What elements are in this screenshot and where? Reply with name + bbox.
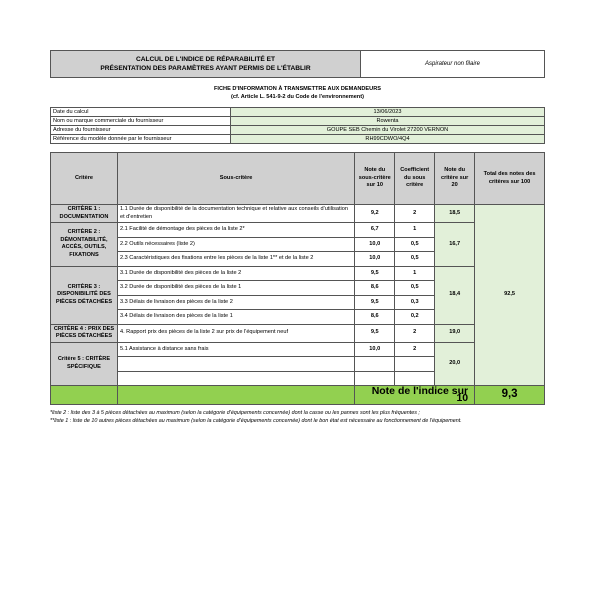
criterion-4-score: 19,0 bbox=[435, 324, 475, 342]
footer-blank bbox=[117, 386, 354, 405]
criterion-3-score: 18,4 bbox=[435, 266, 475, 324]
criterion-2-label: CRITÈRE 2 : DÉMONTABILITÉ, ACCÈS, OUTILS, FIXATIONS bbox=[51, 223, 118, 267]
table-row bbox=[51, 342, 545, 357]
subcriterion-coef: 1 bbox=[395, 266, 435, 281]
criterion-3-label: CRITÈRE 3 : DISPONIBILITÉ DES PIÈCES DÉTACHÉES bbox=[51, 266, 118, 324]
subcriterion-coef: 0,3 bbox=[395, 295, 435, 310]
info-row bbox=[51, 108, 545, 117]
subcriterion-coef: 0,5 bbox=[395, 281, 435, 296]
col-header-critere: Critère bbox=[51, 153, 118, 205]
total-score: 92,5 bbox=[475, 205, 545, 386]
empty-cell bbox=[355, 371, 395, 386]
fiche-heading bbox=[50, 86, 545, 101]
info-label: Date du calcul bbox=[51, 108, 231, 117]
score-table bbox=[50, 152, 545, 405]
empty-cell bbox=[395, 357, 435, 372]
criterion-5-label: Critère 5 : CRITÈRE SPÉCIFIQUE bbox=[51, 342, 118, 386]
criterion-5-score: 20,0 bbox=[435, 342, 475, 386]
footnote-liste-2: *liste 2 : liste des 3 à 5 pièces détachées au maximum (selon la catégorie d'équipements concernée) dont la casse ou les pannes sont les plus fréquentes ; bbox=[50, 410, 420, 416]
footnotes bbox=[50, 409, 545, 425]
criterion-1-score: 18,5 bbox=[435, 205, 475, 223]
col-header-note10: Note du sous-critère sur 10 bbox=[355, 153, 395, 205]
header-table bbox=[50, 50, 545, 78]
subcriterion-coef: 2 bbox=[395, 205, 435, 223]
subcriterion-coef: 2 bbox=[395, 342, 435, 357]
index-score-row bbox=[51, 386, 545, 405]
index-score-value: 9,3 bbox=[475, 386, 545, 405]
subcriterion-label: 2.2 Outils nécessaires (liste 2) bbox=[117, 237, 354, 252]
fiche-line-2: (cf. Article L. 541-9-2 du Code de l'environnement) bbox=[231, 93, 364, 100]
subcriterion-note: 10,0 bbox=[355, 342, 395, 357]
subcriterion-note: 8,6 bbox=[355, 281, 395, 296]
table-row bbox=[51, 223, 545, 238]
subcriterion-label: 2.1 Facilité de démontage des pièces de la liste 2* bbox=[117, 223, 354, 238]
table-row bbox=[51, 324, 545, 342]
empty-cell bbox=[117, 371, 354, 386]
info-label: Adresse du fournisseur bbox=[51, 126, 231, 135]
info-label: Référence du modèle donnée par le fournisseur bbox=[51, 135, 231, 144]
subcriterion-label: 1.1 Durée de disponibilité de la documentation technique et relative aux conseils d'utilisation et d'entretien bbox=[117, 205, 354, 223]
subcriterion-note: 9,5 bbox=[355, 324, 395, 342]
empty-cell bbox=[395, 371, 435, 386]
subcriterion-note: 9,5 bbox=[355, 295, 395, 310]
subcriterion-note: 6,7 bbox=[355, 223, 395, 238]
criterion-4-label: CRITÈRE 4 : PRIX DES PIÈCES DÉTACHÉES bbox=[51, 324, 118, 342]
fiche-line-1: FICHE D'INFORMATION À TRANSMETTRE AUX DEMANDEURS bbox=[214, 86, 381, 92]
subcriterion-note: 10,0 bbox=[355, 237, 395, 252]
info-row bbox=[51, 117, 545, 126]
subcriterion-note: 9,2 bbox=[355, 205, 395, 223]
subcriterion-note: 9,5 bbox=[355, 266, 395, 281]
subcriterion-coef: 0,2 bbox=[395, 310, 435, 325]
subcriterion-coef: 0,5 bbox=[395, 237, 435, 252]
info-value: Rowenta bbox=[231, 117, 545, 126]
info-row bbox=[51, 135, 545, 144]
criterion-1-label: CRITÈRE 1 : DOCUMENTATION bbox=[51, 205, 118, 223]
subcriterion-coef: 1 bbox=[395, 223, 435, 238]
subcriterion-label: 4. Rapport prix des pièces de la liste 2 sur prix de l'équipement neuf bbox=[117, 324, 354, 342]
index-score-label: Note de l'indice sur 10 bbox=[355, 386, 475, 405]
footnote-liste-1: **liste 1 : liste de 10 autres pièces détachées au maximum (selon la catégorie d'équipements concernée) dont le bon état est nécessaire au fonctionnement de l'équipement. bbox=[50, 418, 462, 424]
info-value: GOUPE SEB Chemin du Virolet 27200 VERNON bbox=[231, 126, 545, 135]
title-line-2: PRÉSENTATION DES PARAMÈTRES AYANT PERMIS DE L'ÉTABLIR bbox=[100, 65, 311, 72]
subcriterion-note: 10,0 bbox=[355, 252, 395, 267]
subcriterion-label: 3.4 Délais de livraison des pièces de la liste 1 bbox=[117, 310, 354, 325]
col-header-note20: Note du critère sur 20 bbox=[435, 153, 475, 205]
footer-blank bbox=[51, 386, 118, 405]
empty-cell bbox=[117, 357, 354, 372]
subcriterion-label: 3.2 Durée de disponibilité des pièces de la liste 1 bbox=[117, 281, 354, 296]
subcriterion-label: 5.1 Assistance à distance sans frais bbox=[117, 342, 354, 357]
repairability-sheet bbox=[50, 50, 545, 425]
empty-cell bbox=[355, 357, 395, 372]
document-title bbox=[51, 51, 361, 78]
subcriterion-note: 8,6 bbox=[355, 310, 395, 325]
col-header-sous-critere: Sous-critère bbox=[117, 153, 354, 205]
subcriterion-label: 2.3 Caractéristiques des fixations entre les pièces de la liste 1** et de la liste 2 bbox=[117, 252, 354, 267]
subcriterion-coef: 2 bbox=[395, 324, 435, 342]
info-value: RH99CDWO/4Q4 bbox=[231, 135, 545, 144]
product-type: Aspirateur non filaire bbox=[361, 51, 545, 78]
supplier-info-table bbox=[50, 107, 545, 144]
info-label: Nom ou marque commerciale du fournisseur bbox=[51, 117, 231, 126]
table-row bbox=[51, 205, 545, 223]
title-line-1: CALCUL DE L'INDICE DE RÉPARABILITÉ ET bbox=[135, 56, 276, 63]
info-value: 13/06/2023 bbox=[231, 108, 545, 117]
subcriterion-label: 3.1 Durée de disponibilité des pièces de la liste 2 bbox=[117, 266, 354, 281]
criterion-2-score: 16,7 bbox=[435, 223, 475, 267]
info-row bbox=[51, 126, 545, 135]
col-header-total: Total des notes des critères sur 100 bbox=[475, 153, 545, 205]
col-header-coef: Coefficient du sous critère bbox=[395, 153, 435, 205]
subcriterion-coef: 0,5 bbox=[395, 252, 435, 267]
subcriterion-label: 3.3 Délais de livraison des pièces de la liste 2 bbox=[117, 295, 354, 310]
table-row bbox=[51, 266, 545, 281]
